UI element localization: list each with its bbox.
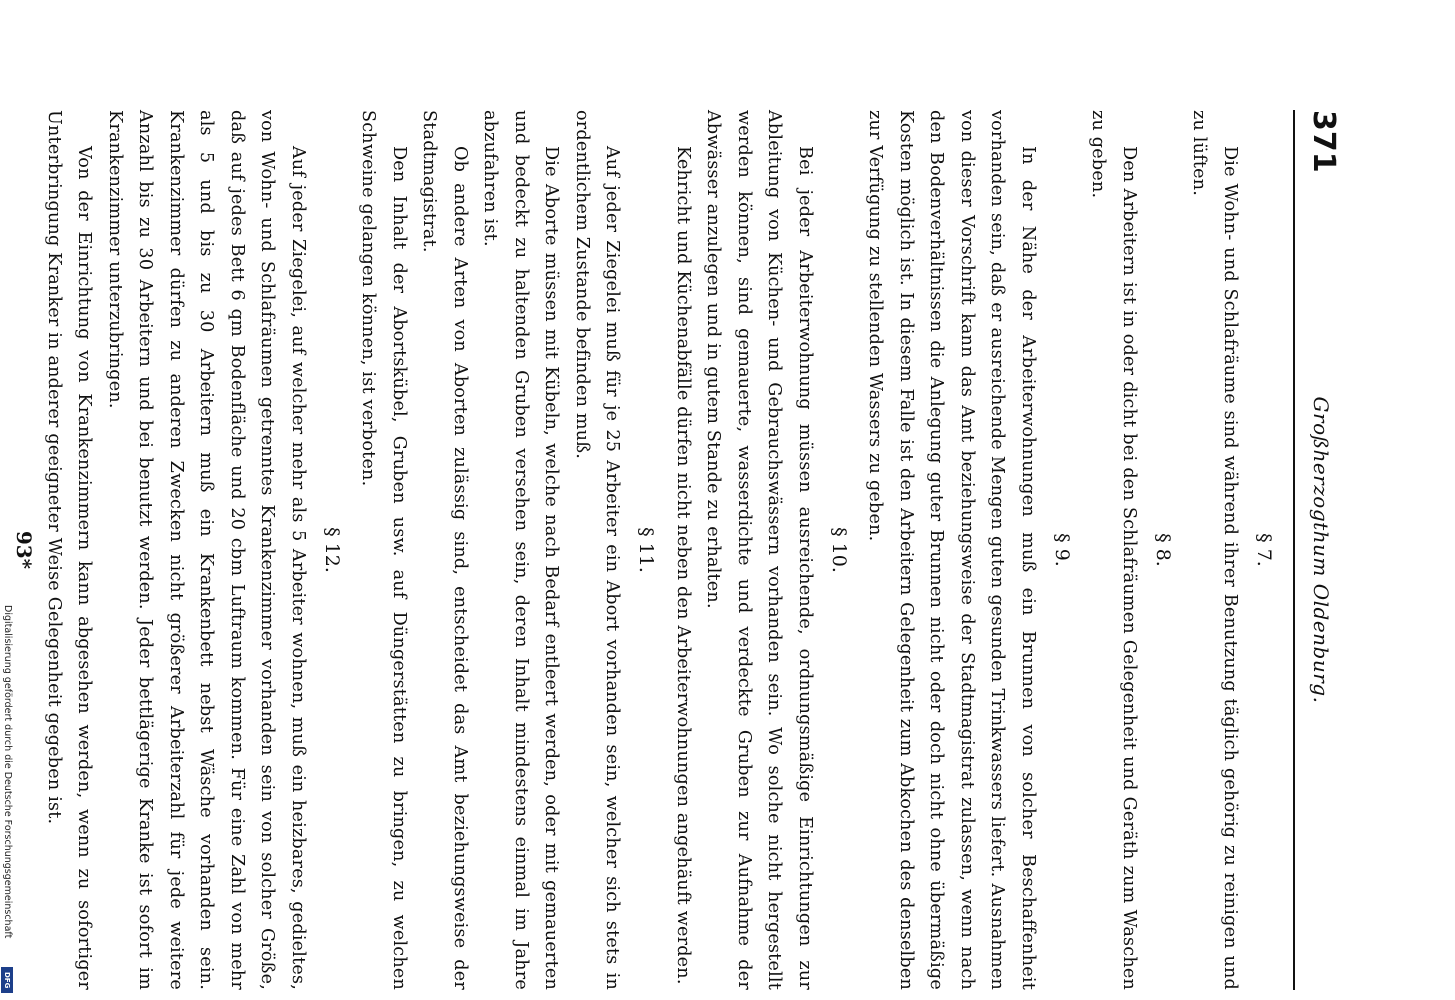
- section-heading: § 10.: [828, 527, 850, 573]
- document-page: [12, 110, 1345, 990]
- page-body: [13, 110, 1286, 990]
- section-heading: § 12.: [321, 527, 343, 573]
- running-title: Großherzogthum Oldenburg.: [1309, 396, 1333, 704]
- paragraph: In der Nähe der Arbeiterwohnungen muß ein Brunnen von solcher Beschaffenheit vorhanden sein, daß er ausreichende Mengen guten gesunden Trinkwassers liefert. Ausnahmen von dieser Vorschrift kann das Amt beziehungsweise der Stadtmagistrat zulassen, wenn nach den Bodenverhältnissen die Anlegung guter Brunnen nicht oder doch nicht ohne übermäßige Kosten möglich ist. In diesem Falle ist den Arbeitern Gelegenheit zum Abkochen des denselben zur Verfügung zu stellenden Wassers zu geben.: [865, 110, 1038, 990]
- section-heading: § 9.: [1051, 533, 1073, 567]
- paragraph: Auf jeder Ziegelei, auf welcher mehr als 5 Arbeiter wohnen, muß ein heizbares, gedieltes, von Wohn- und Schlafräumen getrenntes Krankenzimmer vorhanden sein von solcher Größe, daß auf jedes Bett 6 qm Bodenfläche und 20 cbm Luftraum kommen. Für eine Zahl von mehr als 5 und bis zu 30 Arbeitern muß ein Krankenbett nebst Wäsche vorhanden sein. Krankenzimmer dürfen zu anderen Zwecken nicht größerer Arbeiterzahl für jede weitere Anzahl bis zu 30 Arbeitern und bei benutzt werden. Jeder bettlägerige Kranke ist sofort im Krankenzimmer unterzubringen.: [105, 110, 308, 990]
- paragraph: Die Wohn- und Schlafräume sind während ihrer Benutzung täglich gehörig zu reinigen und zu lüften.: [1189, 110, 1240, 990]
- paragraph: Von der Einrichtung von Krankenzimmern kann abgesehen werden, wenn zu sofortiger Unterbringung Kranker in anderer geeigneter Weise Gelegenheit gegeben ist.: [44, 110, 95, 990]
- section-12: [39, 110, 344, 990]
- section-8: [1083, 110, 1174, 990]
- paragraph: Den Arbeitern ist in oder dicht bei den Schlafräumen Gelegenheit und Geräth zum Waschen zu geben.: [1088, 110, 1139, 990]
- funding-credit: Digitalisierung gefördert durch die Deutsche Forschungsgemeinschaft: [2, 605, 13, 939]
- section-heading: § 11.: [635, 527, 658, 573]
- paragraph: Bei jeder Arbeiterwohnung müssen ausreichende, ordnungsmäßige Einrichtungen zur Ableitung von Küchen- und Gebrauchswässern vorhanden sein. Wo solche nicht hergestellt werden können, sind gemauerte, wasserdichte und verdeckte Gruben zur Aufnahme der Abwässer anzulegen und in gutem Stande zu erhalten.: [703, 110, 815, 990]
- paragraph: Auf jeder Ziegelei muß für je 25 Arbeiter ein Abort vorhanden sein, welcher sich stets in ordentlichem Zustande befinden muß.: [572, 110, 623, 990]
- section-heading: § 7.: [1253, 533, 1275, 567]
- sheet-signature: 93*: [12, 530, 37, 570]
- paragraph: Ob andere Arten von Aborten zulässig sind, entscheidet das Amt beziehungsweise der Stadtmagistrat.: [419, 110, 470, 990]
- page-number: 371: [1306, 110, 1341, 173]
- page-header: [1293, 110, 1345, 990]
- section-7: [1184, 110, 1275, 990]
- paragraph: Den Inhalt der Abortskübel, Gruben usw. auf Düngerstätten zu bringen, zu welchen Schweine gelangen können, ist verboten.: [358, 110, 409, 990]
- paragraph: Kehricht und Küchenabfälle dürfen nicht neben den Arbeiterwohnungen angehäuft werden.: [673, 146, 693, 985]
- paragraph: Die Aborte müssen mit Kübeln, welche nach Bedarf entleert werden, oder mit gemauerten und bedeckt zu haltenden Gruben versehen sein, deren Inhalt mindestens einmal im Jahre abzufahren ist.: [480, 110, 562, 990]
- section-9: [860, 110, 1073, 990]
- section-11: [353, 110, 658, 990]
- section-10: [668, 110, 851, 990]
- dfg-logo: DFG: [1, 967, 13, 993]
- section-heading: § 8.: [1152, 533, 1174, 567]
